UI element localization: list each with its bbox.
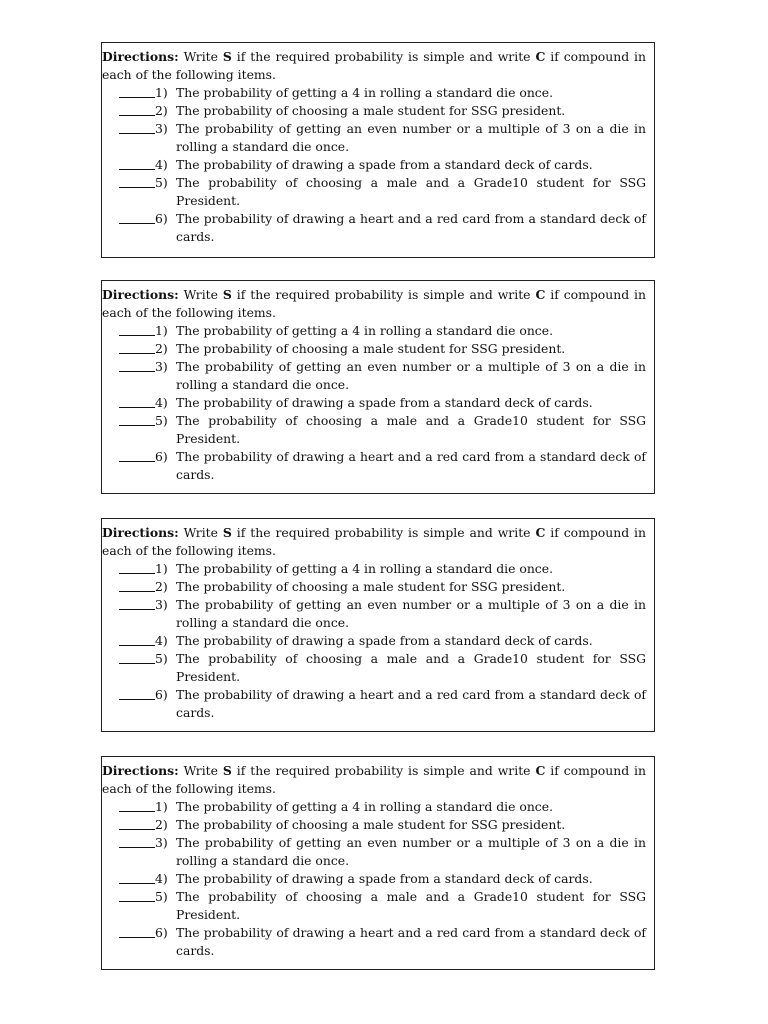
question-item [102, 358, 646, 394]
item-number: 5) [155, 175, 168, 190]
item-text: The probability of getting an even number or a multiple of 3 on a die in rolling a standard die once. [176, 121, 646, 154]
question-item [102, 120, 646, 156]
question-item [102, 84, 646, 102]
item-number: 1) [155, 323, 168, 338]
question-item [102, 174, 646, 210]
item-text: The probability of drawing a spade from a standard deck of cards. [176, 157, 593, 172]
item-text: The probability of choosing a male student for SSG president. [176, 579, 566, 594]
item-number: 1) [155, 799, 168, 814]
item-number: 4) [155, 395, 168, 410]
simple-letter: S [222, 763, 232, 778]
question-item [102, 102, 646, 120]
answer-blank[interactable] [119, 340, 155, 354]
question-item [102, 650, 646, 686]
directions-text: Directions: Write S if the required probability is simple and write C if compound in each of the following items. [102, 49, 646, 82]
answer-blank[interactable] [119, 888, 155, 902]
question-item [102, 798, 646, 816]
item-number: 3) [155, 121, 168, 136]
item-number: 4) [155, 871, 168, 886]
question-item [102, 448, 646, 484]
item-text: The probability of choosing a male and a Grade10 student for SSG President. [176, 651, 646, 684]
answer-blank[interactable] [119, 632, 155, 646]
item-text: The probability of drawing a heart and a red card from a standard deck of cards. [176, 925, 646, 958]
directions-label: Directions: [102, 763, 179, 778]
item-number: 6) [155, 687, 168, 702]
item-number: 5) [155, 889, 168, 904]
item-number: 4) [155, 157, 168, 172]
compound-letter: C [535, 49, 546, 64]
answer-blank[interactable] [119, 596, 155, 610]
answer-blank[interactable] [119, 412, 155, 426]
item-text: The probability of choosing a male and a Grade10 student for SSG President. [176, 413, 646, 446]
item-text: The probability of drawing a spade from a standard deck of cards. [176, 395, 593, 410]
question-item [102, 888, 646, 924]
item-text: The probability of getting a 4 in rolling a standard die once. [176, 85, 554, 100]
item-number: 5) [155, 413, 168, 428]
item-text: The probability of choosing a male student for SSG president. [176, 817, 566, 832]
item-text: The probability of drawing a spade from a standard deck of cards. [176, 871, 593, 886]
item-text: The probability of drawing a heart and a red card from a standard deck of cards. [176, 211, 646, 244]
item-number: 3) [155, 359, 168, 374]
directions-label: Directions: [102, 49, 179, 64]
item-text: The probability of getting an even number or a multiple of 3 on a die in rolling a standard die once. [176, 359, 646, 392]
item-text: The probability of choosing a male and a Grade10 student for SSG President. [176, 889, 646, 922]
directions-label: Directions: [102, 287, 179, 302]
item-number: 1) [155, 561, 168, 576]
simple-letter: S [222, 525, 232, 540]
directions-card-1 [101, 42, 655, 258]
item-text: The probability of drawing a spade from a standard deck of cards. [176, 633, 593, 648]
answer-blank[interactable] [119, 834, 155, 848]
compound-letter: C [535, 287, 546, 302]
simple-letter: S [222, 49, 232, 64]
question-item [102, 210, 646, 246]
directions-label: Directions: [102, 525, 179, 540]
answer-blank[interactable] [119, 798, 155, 812]
item-number: 2) [155, 579, 168, 594]
directions-text: Directions: Write S if the required probability is simple and write C if compound in each of the following items. [102, 763, 646, 796]
item-number: 3) [155, 597, 168, 612]
answer-blank[interactable] [119, 322, 155, 336]
directions-card-3 [101, 518, 655, 732]
question-item [102, 924, 646, 960]
question-item [102, 340, 646, 358]
item-number: 1) [155, 85, 168, 100]
item-number: 2) [155, 103, 168, 118]
directions-text: Directions: Write S if the required probability is simple and write C if compound in each of the following items. [102, 525, 646, 558]
item-text: The probability of getting a 4 in rolling a standard die once. [176, 561, 554, 576]
question-item [102, 322, 646, 340]
answer-blank[interactable] [119, 174, 155, 188]
answer-blank[interactable] [119, 560, 155, 574]
answer-blank[interactable] [119, 120, 155, 134]
compound-letter: C [535, 525, 546, 540]
answer-blank[interactable] [119, 156, 155, 170]
item-text: The probability of drawing a heart and a red card from a standard deck of cards. [176, 687, 646, 720]
answer-blank[interactable] [119, 84, 155, 98]
question-item [102, 834, 646, 870]
question-item [102, 412, 646, 448]
item-text: The probability of choosing a male student for SSG president. [176, 341, 566, 356]
item-number: 5) [155, 651, 168, 666]
question-item [102, 816, 646, 834]
answer-blank[interactable] [119, 358, 155, 372]
answer-blank[interactable] [119, 650, 155, 664]
question-item [102, 560, 646, 578]
answer-blank[interactable] [119, 578, 155, 592]
answer-blank[interactable] [119, 448, 155, 462]
item-number: 6) [155, 449, 168, 464]
answer-blank[interactable] [119, 924, 155, 938]
directions-text: Directions: Write S if the required probability is simple and write C if compound in each of the following items. [102, 287, 646, 320]
item-text: The probability of choosing a male and a Grade10 student for SSG President. [176, 175, 646, 208]
item-text: The probability of getting an even number or a multiple of 3 on a die in rolling a standard die once. [176, 597, 646, 630]
answer-blank[interactable] [119, 102, 155, 116]
item-number: 3) [155, 835, 168, 850]
item-text: The probability of getting a 4 in rolling a standard die once. [176, 323, 554, 338]
item-number: 6) [155, 211, 168, 226]
item-number: 4) [155, 633, 168, 648]
question-item [102, 870, 646, 888]
answer-blank[interactable] [119, 870, 155, 884]
question-item [102, 596, 646, 632]
directions-card-4 [101, 756, 655, 970]
answer-blank[interactable] [119, 210, 155, 224]
question-item [102, 578, 646, 596]
simple-letter: S [222, 287, 232, 302]
item-text: The probability of getting an even number or a multiple of 3 on a die in rolling a standard die once. [176, 835, 646, 868]
question-item [102, 686, 646, 722]
answer-blank[interactable] [119, 394, 155, 408]
question-item [102, 632, 646, 650]
item-text: The probability of getting a 4 in rolling a standard die once. [176, 799, 554, 814]
item-number: 6) [155, 925, 168, 940]
item-number: 2) [155, 817, 168, 832]
directions-card-2 [101, 280, 655, 494]
item-text: The probability of drawing a heart and a red card from a standard deck of cards. [176, 449, 646, 482]
answer-blank[interactable] [119, 816, 155, 830]
question-item [102, 156, 646, 174]
item-text: The probability of choosing a male student for SSG president. [176, 103, 566, 118]
answer-blank[interactable] [119, 686, 155, 700]
question-item [102, 394, 646, 412]
compound-letter: C [535, 763, 546, 778]
item-number: 2) [155, 341, 168, 356]
